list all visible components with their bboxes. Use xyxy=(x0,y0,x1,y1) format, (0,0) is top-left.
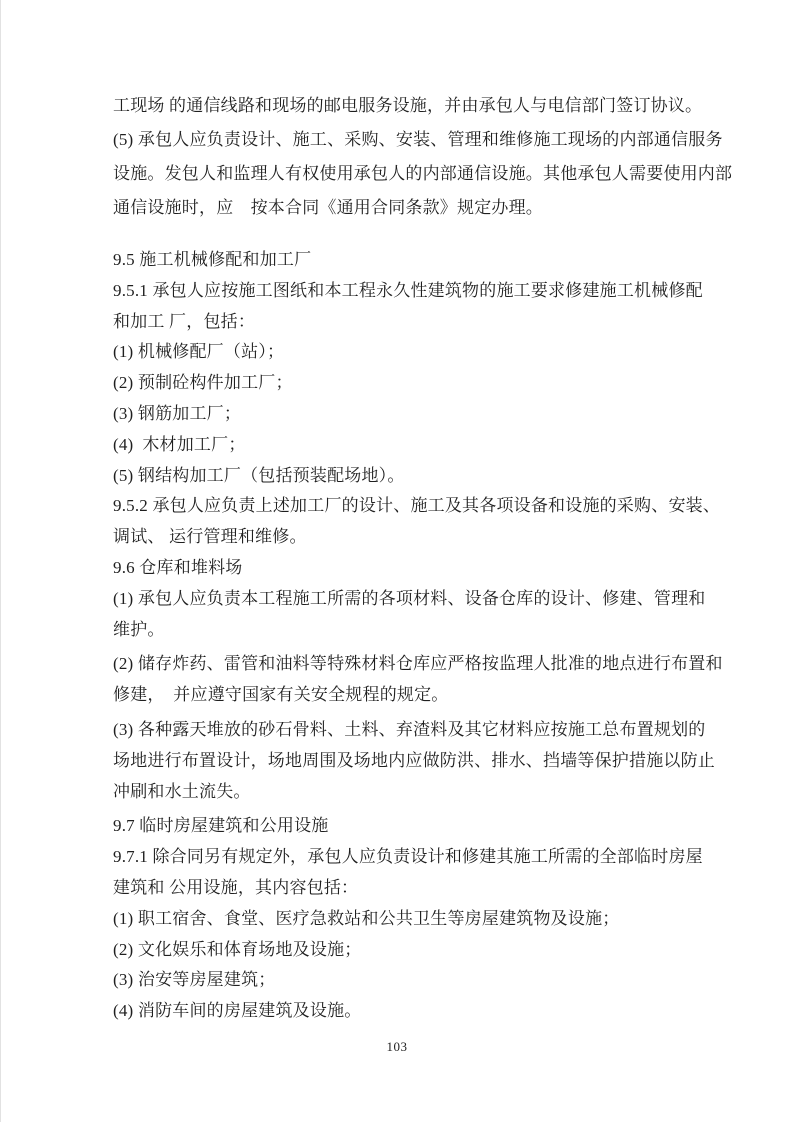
text-line: 通信设施时，应 按本合同《通用合同条款》规定办理。 xyxy=(113,198,543,217)
paragraph-9-6-item-1 xyxy=(113,584,723,646)
text-line: (1) 机械修配厂（站）； xyxy=(113,342,285,362)
text-line: 9.7 临时房屋建筑和公用设施 xyxy=(113,816,329,836)
text-line: 冲刷和水土流失。 xyxy=(113,781,251,801)
text-line: 工现场 的通信线路和现场的邮电服务设施，并由承包人与电信部门签订协议。 xyxy=(113,96,703,115)
text-line: 9.5.2 承包人应负责上述加工厂的设计、施工及其各项设备和设施的采购、安装、 xyxy=(113,496,721,516)
paragraph-9-6-item-2 xyxy=(113,649,723,711)
page-number: 103 xyxy=(386,1038,408,1054)
text-line: (3) 钢筋加工厂； xyxy=(113,403,242,423)
text-line: (1) 承包人应负责本工程施工所需的各项材料、设备仓库的设计、修建、管理和 xyxy=(113,588,706,608)
heading-9-5 xyxy=(113,245,723,276)
heading-9-6 xyxy=(113,553,723,584)
text-line: 9.5 施工机械修配和加工厂 xyxy=(113,250,312,269)
paragraph-communication-facilities xyxy=(113,89,733,225)
text-line: (2) 预制砼构件加工厂； xyxy=(113,373,293,393)
text-line: (2) 文化娱乐和体育场地及设施； xyxy=(113,939,362,959)
text-line: 修建， 并应遵守国家有关安全规程的规定。 xyxy=(113,685,449,705)
paragraph-9-7-1 xyxy=(113,842,723,904)
text-line: 和加工 厂，包括： xyxy=(113,311,256,331)
text-line: 9.7.1 除合同另有规定外，承包人应负责设计和修建其施工所需的全部临时房屋 xyxy=(113,847,703,867)
text-line: (1) 职工宿舍、食堂、医疗急救站和公共卫生等房屋建筑物及设施； xyxy=(113,908,620,928)
paragraph-9-6-item-3 xyxy=(113,715,723,807)
paragraph-9-5-1 xyxy=(113,276,723,338)
heading-9-7 xyxy=(113,811,723,842)
text-line: (4) 消防车间的房屋建筑及设施。 xyxy=(113,1001,362,1021)
paragraph-9-5-2 xyxy=(113,491,723,553)
text-line: 维护。 xyxy=(113,619,165,639)
text-line: 调试、 运行管理和维修。 xyxy=(113,527,307,547)
text-line: 建筑和 公用设施，其内容包括： xyxy=(113,877,359,897)
text-line: (2) 储存炸药、雷管和油料等特殊材料仓库应严格按监理人批准的地点进行布置和 xyxy=(113,654,723,674)
text-line: 场地进行布置设计，场地周围及场地内应做防洪、排水、挡墙等保护措施以防止 xyxy=(113,750,715,770)
list-9-5-1-plants xyxy=(113,337,723,491)
text-line: (3) 各种露天堆放的砂石骨料、土料、弃渣料及其它材料应按施工总布置规划的 xyxy=(113,719,706,739)
text-line: (5) 钢结构加工厂（包括预装配场地）。 xyxy=(113,465,405,485)
text-line: (5) 承包人应负责设计、施工、采购、安装、管理和维修施工现场的内部通信服务 xyxy=(113,130,723,149)
text-line: 9.5.1 承包人应按施工图纸和本工程永久性建筑物的施工要求修建施工机械修配 xyxy=(113,280,703,300)
text-line: (3) 治安等房屋建筑； xyxy=(113,970,276,990)
list-9-7-1-buildings xyxy=(113,904,723,1027)
text-line: 9.6 仓库和堆料场 xyxy=(113,557,243,577)
text-line: 设施。发包人和监理人有权使用承包人的内部通信设施。其他承包人需要使用内部 xyxy=(113,164,733,183)
text-line: (4) 木材加工厂； xyxy=(113,434,246,454)
document-body xyxy=(1,0,793,1027)
